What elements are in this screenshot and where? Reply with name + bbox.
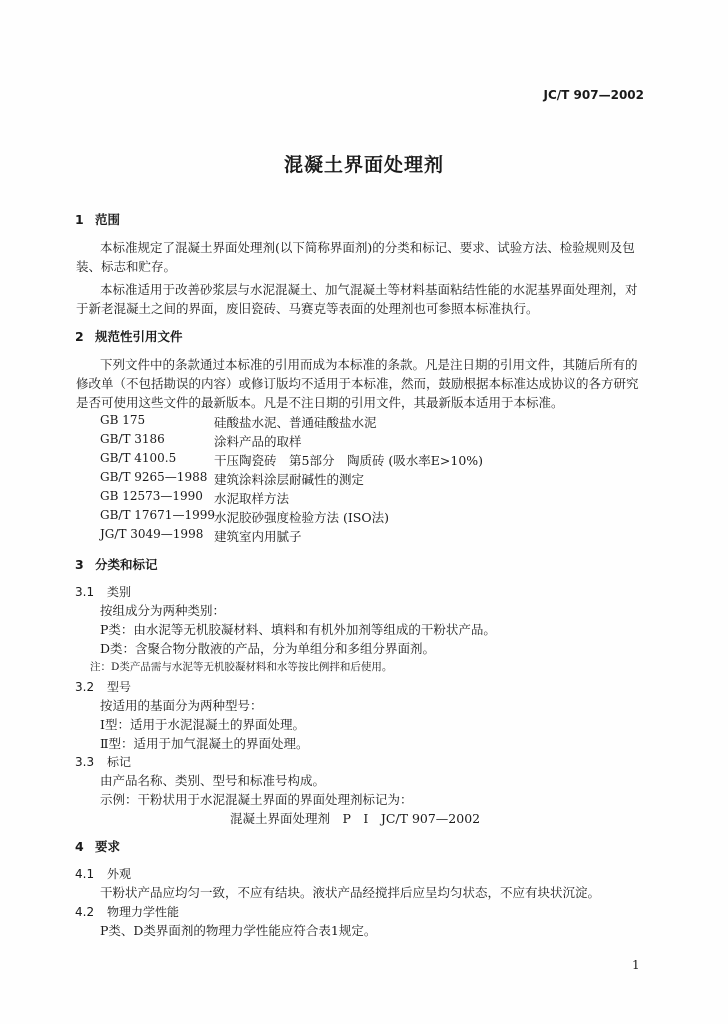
standard-number: JC/T 907—2002 (543, 88, 644, 102)
paragraph-line: 修改单（不包括勘误的内容）或修订版均不适用于本标准，然而，鼓励根据本标准达成协议的各方研究 (76, 376, 639, 391)
paragraph-line: 本标准规定了混凝土界面处理剂(以下简称界面剂)的分类和标记、要求、试验方法、检验规则及包 (100, 240, 635, 255)
subsection-title: 标记 (107, 755, 132, 769)
marking-example: 混凝土界面处理剂 P Ⅰ JC/T 907—2002 (230, 811, 481, 826)
subsection-4-2-heading (75, 903, 179, 920)
subsection-number: 3.3 (75, 755, 95, 769)
paragraph-line: 由产品名称、类别、型号和标准号构成。 (100, 773, 326, 788)
section-number: 1 (75, 212, 84, 227)
section-1-heading (75, 210, 120, 228)
subsection-number: 4.2 (75, 905, 95, 919)
section-title: 规范性引用文件 (95, 329, 183, 344)
page-number: 1 (632, 958, 640, 972)
paragraph-line: 是否可使用这些文件的最新版本。凡是不注日期的引用文件，其最新版本适用于本标准。 (76, 395, 564, 410)
reference-title: 建筑涂料涂层耐碱性的测定 (214, 472, 365, 487)
reference-code: GB 175 (100, 413, 146, 427)
document-title: 混凝土界面处理剂 (283, 154, 444, 176)
section-title: 范围 (95, 212, 121, 227)
reference-title: 水泥取样方法 (214, 491, 290, 506)
section-number: 2 (75, 329, 84, 344)
reference-code: GB/T 3186 (100, 432, 165, 446)
reference-code: GB 12573—1990 (100, 489, 203, 503)
reference-code: GB/T 4100.5 (100, 451, 177, 465)
subsection-4-1-heading (75, 865, 131, 882)
section-3-heading (75, 555, 158, 573)
section-number: 4 (75, 839, 84, 854)
paragraph-line: 示例：干粉状用于水泥混凝土界面的界面处理剂标记为： (100, 792, 413, 807)
note-line: 注：D类产品需与水泥等无机胶凝材料和水等按比例拌和后使用。 (90, 661, 393, 673)
reference-code: GB/T 9265—1988 (100, 470, 208, 484)
paragraph-line: 于新老混凝土之间的界面，废旧瓷砖、马赛克等表面的处理剂也可参照本标准执行。 (76, 301, 539, 316)
section-4-heading (75, 837, 120, 855)
subsection-number: 3.2 (75, 680, 95, 694)
subsection-number: 3.1 (75, 585, 95, 599)
paragraph-line: Ⅰ型：适用于水泥混凝土的界面处理。 (100, 717, 305, 732)
paragraph-line: 按组成分为两种类别： (100, 603, 226, 618)
paragraph-line: Ⅱ型：适用于加气混凝土的界面处理。 (100, 736, 309, 751)
paragraph-line: P类：由水泥等无机胶凝材料、填料和有机外加剂等组成的干粉状产品。 (100, 622, 496, 637)
paragraph-line: 本标准适用于改善砂浆层与水泥混凝土、加气混凝土等材料基面粘结性能的水泥基界面处理剂，对 (100, 282, 638, 297)
subsection-title: 物理力学性能 (107, 905, 180, 919)
paragraph-line: D类：含聚合物分散液的产品，分为单组分和多组分界面剂。 (100, 641, 436, 656)
subsection-3-1-heading (75, 583, 131, 600)
reference-title: 建筑室内用腻子 (214, 529, 302, 544)
section-number: 3 (75, 557, 84, 572)
reference-code: GB/T 17671—1999 (100, 508, 215, 522)
reference-title: 水泥胶砂强度检验方法 (ISO法) (214, 510, 389, 525)
paragraph-line: 下列文件中的条款通过本标准的引用而成为本标准的条款。凡是注日期的引用文件，其随后所有的 (100, 357, 638, 372)
reference-title: 涂料产品的取样 (214, 434, 302, 449)
paragraph-line: 装、标志和贮存。 (76, 259, 177, 274)
reference-title: 硅酸盐水泥、普通硅酸盐水泥 (214, 415, 377, 430)
section-2-heading (75, 327, 183, 345)
reference-code: JG/T 3049—1998 (100, 527, 204, 541)
paragraph-line: 按适用的基面分为两种型号： (100, 698, 263, 713)
subsection-title: 类别 (107, 585, 132, 599)
subsection-3-2-heading (75, 678, 131, 695)
subsection-title: 外观 (107, 867, 132, 881)
subsection-number: 4.1 (75, 867, 95, 881)
subsection-3-3-heading (75, 753, 131, 770)
paragraph-line: 干粉状产品应均匀一致，不应有结块。液状产品经搅拌后应呈均匀状态，不应有块状沉淀。 (100, 885, 601, 900)
subsection-title: 型号 (107, 680, 132, 694)
section-title: 分类和标记 (95, 557, 158, 572)
reference-title: 干压陶瓷砖 第5部分 陶质砖 (吸水率E>10%) (214, 453, 484, 468)
section-title: 要求 (95, 839, 121, 854)
paragraph-line: P类、D类界面剂的物理力学性能应符合表1规定。 (100, 923, 377, 938)
